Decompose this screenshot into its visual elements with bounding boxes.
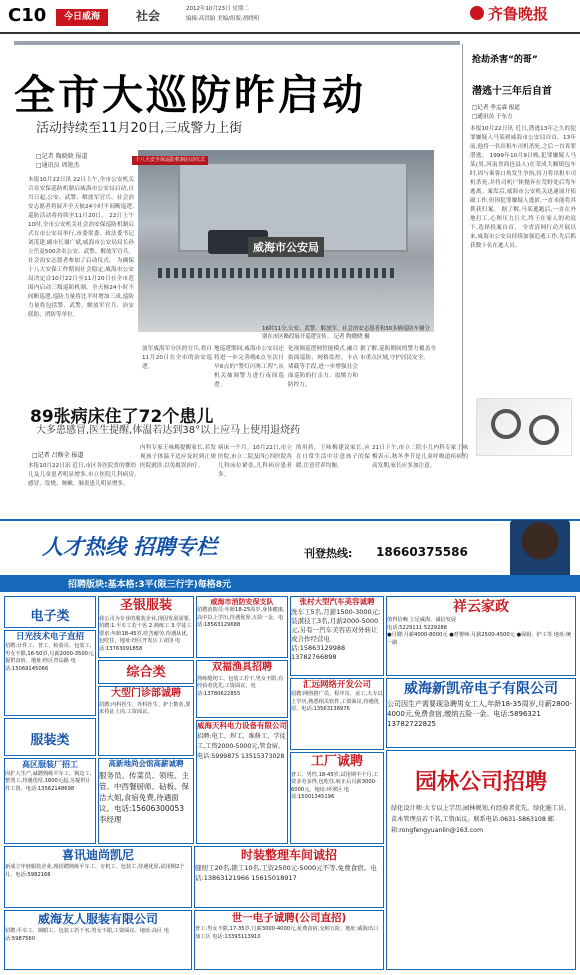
ad-title: 张村大型汽车美容诚聘	[299, 597, 375, 606]
ad-text: 绿化设计师:大专以上学历,园林规划,有经验者优先。绿化施工员、苗木管理员若干名,工资面议。联系电话:0631-5863108 邮箱:rongfengyuanlin@163.com	[391, 804, 571, 834]
ad-box[interactable]	[290, 596, 384, 676]
main-subheadline: 活动持续至11月20日,三成警力上街	[36, 121, 243, 136]
ad-title: 服装类	[30, 733, 70, 748]
ad-title: 高区服装厂招工	[22, 760, 78, 769]
ad-text: 招聘:电工、焊工、维修工、学徒工,工资2000-5000元,管食宿。电话:5999875 13515373028	[197, 732, 286, 760]
ad-text: 招聘:平车工、锁眼工、包装工若干名,男女不限,工资面议。地址:高区 电话:5987560	[5, 928, 170, 942]
ad-box[interactable]	[196, 720, 288, 844]
editor-credits: 编辑:高洪胎 美编/组版:胡晓明	[186, 16, 260, 22]
ceremony-banner: 十八大安全保巡防机制启动仪式	[132, 156, 208, 165]
main-headline[interactable]: 全市大巡防昨启动	[14, 71, 366, 119]
ad-category	[98, 660, 194, 684]
right-body: 本报10月22日讯 近日,潜逃13年之久的犯罪嫌疑人马某到威海市公安局自首。13年前,他将一名出租车司机杀死,之后一直畏罪潜逃。 1999年10月9日晚,犯罪嫌疑人马某(男,河南省商邑县人)在荣成大疃镇包车时,因与乘客口角发生争执,持刀将出租车司机杀死,并将司机尸体抛弃在荒野处后驾车逃离。案发后,威海市公安机关迅速展开侦破工作,但因犯罪嫌疑人逃匿,一直未能将其抓获归案。 据了解,马某逃跑后,一直在外地打工,心理压力巨大,终于在家人的劝说下,选择投案自首。 全省清网行动开展以来,威海市公安局持续加强追逃工作,先后抓获数十名在逃人员。	[470, 126, 576, 249]
issue-date: 2012年10月23日 星期二	[186, 6, 249, 12]
story2-body-col3: 病床一个月。10月22日,市立医院,市立二院及四○四医院各儿科床位紧张,儿科病房患者多。	[218, 445, 292, 478]
pricing-text: 招聘版块:基本格:3平(限三行字)每格8元	[68, 580, 231, 590]
ad-title: 高新地尚会馆高薪诚聘	[108, 759, 184, 768]
story2-body-col1: 本报10月22日讯 近日,市区各医院普的婴幼儿及儿童患者明显增多,市立医院儿科病房,感冒、发烧、咳嗽、肺炎患儿明显增多。	[28, 463, 136, 487]
hotline-phone[interactable]: 18660375586	[376, 545, 468, 559]
photo-caption: 16时11分,公安、武警、解放军、社会治安志愿者和30多辆巡防车辆分别在市区路段展开巡逻宣传。 记者 陶晓晓 摄	[262, 326, 430, 340]
ad-category	[4, 596, 96, 628]
section-divider	[0, 519, 580, 521]
ad-text: 普工、男性,18-45岁,试用期半个月,工资多劳多得,包吃住,转正后月薪3000-6000元。地址:环翠区 电话:15001345196	[291, 771, 379, 801]
ad-title: 喜讯迪尚凯尼	[61, 848, 134, 862]
ad-title: 威海新凯帝电子有限公司	[404, 681, 558, 697]
ad-title: 祥云家政	[453, 599, 509, 615]
story2-body-col2: 内科专家王咏梅提醒家长,若发现孩子体温不适应及时到正规医院就诊,以免耽误治疗。	[140, 445, 216, 469]
ad-title: 大型门诊部诚聘	[111, 688, 181, 699]
main-body-col2: 放军威海军分区的官兵,将自11月20日在全市的治安巡逻。	[142, 346, 212, 370]
ad-text: 招聘:网络推广员、程序员、美工,大专以上学历,熟悉相关软件,工资面议,待遇优厚。电话:13563138976	[291, 691, 383, 713]
section-rule	[14, 41, 460, 45]
right-byline: □记者 李孟霖 报道 □通讯员 于东方	[472, 105, 520, 120]
section-tag: 今日威海	[56, 9, 108, 26]
main-body-col3: 地巡逻期间,威海市公安局还将进一步完善晚6点至次日早6点的“警灯闪烁工程”,从机关抽调警力进行夜间巡逻。	[214, 346, 284, 388]
ad-box[interactable]	[4, 630, 96, 716]
ad-title: 综合类	[126, 665, 166, 680]
ad-title: 工厂诚聘	[310, 754, 363, 769]
hotline-label: 刊登热线:	[304, 547, 353, 560]
main-body-col4: 化视频巡逻网智能模式,融合街面巡防、网格监控、卡点堵截等手段,进一步增强社会面巡防的打击力、震慑力和防控力。	[288, 346, 358, 388]
ad-text: 我公司为专业的服装企业,现因发展需要,招聘:1.平车工若干名 2.熟练工 3.学徒工 要求:年龄18-45岁,吃苦耐劳,待遇从优,包吃住。地址:经区开发区工业园 电话:13763091858	[99, 615, 192, 652]
ad-box[interactable]	[98, 758, 194, 844]
ad-box[interactable]	[98, 686, 194, 756]
cuff-ring-icon	[529, 415, 559, 445]
ad-title: 威海天科电力设备有限公司	[197, 721, 287, 730]
ad-title: 世一电子诚聘(公司直招)	[231, 912, 347, 924]
main-byline: □记者 陶晓晓 报道 □通讯员 周艳杰	[36, 153, 88, 169]
handcuffs-image	[476, 398, 572, 456]
page-number: C10	[8, 5, 47, 26]
ad-text: 熟练缝纫工、包装工若干,男女不限,有经验者优先,工资面议。电话:13780622855	[197, 675, 284, 697]
ad-text: 因扩大生产,诚聘熟练平车工、锁边工、整烫工,待遇优厚,1800元起,另提供计件工资。电话:13562148698	[5, 770, 95, 792]
ad-title: 圣银服装	[119, 598, 172, 613]
column-name: 社会	[136, 9, 161, 23]
ad-title: 日光技术电子直招	[15, 632, 84, 642]
ad-text: 洗车工5名,月薪1500-3000元;装潢技工3名,月薪2000-5000元,另有一汽车美容店对外转让或合作经营电话:15863129988 13782766898	[291, 607, 381, 661]
newspaper-logo-icon	[470, 6, 484, 20]
ad-title: 园林公司招聘	[414, 770, 547, 795]
ad-box[interactable]	[290, 752, 384, 844]
ad-box[interactable]	[196, 660, 288, 718]
main-body-col1: 本报10月22日讯 22日上午,全市公安机关合首安保巡防机制启威海市公安局启动,自当日起,公安、武警、解放军官兵、社会治安志愿者将展开全天候24小时不间断巡逻,巡防活动将持续至11月20日。 22日上午10时,全市公安机关社会治安保巡防机制启式在市公安局举行,市委常委、政法委书记刘茂建,副市长谢广斌,威海市公安局局长孙立岳及500余名公安、武警、解放军官兵、社会治安志愿者参加了启动仪式。 为确保十八大安保工作期间社会稳定,威海市公安局决定自10月22日至11月20日在全市范围内启动三级巡防机制。全天候24小时不间断巡逻,巡防力量将比平时增加三成,巡防力量将包括警、武警、解放军官兵、治安联防、消防等单位。	[28, 177, 134, 318]
ad-box[interactable]	[4, 758, 96, 844]
ad-title: 电子类	[30, 609, 70, 624]
newspaper-logo: 齐鲁晚报	[488, 5, 549, 23]
building-sign: 威海市公安局	[248, 237, 324, 257]
ad-text: 新成立年轻服装企业,现招聘熟练平车工、专机工、包装工,待遇优厚,试用期2个月。电话:5982168	[5, 864, 185, 878]
ad-title: 汇远网络开发公司	[302, 680, 371, 690]
right-kicker: 抢劫杀害“的哥”	[472, 55, 538, 65]
ad-box[interactable]	[386, 596, 576, 676]
ad-text: 普工:男女不限,17-35岁,月薪3000-4000元,免费食宿,交纳五险。地址:威海出口加工区 电话:13393113910	[195, 926, 379, 940]
ad-box[interactable]	[4, 910, 192, 970]
ad-box[interactable]	[196, 596, 288, 658]
ad-title: 时装整理车间诚招	[240, 848, 337, 862]
ad-box[interactable]	[386, 678, 576, 748]
ad-text: 招聘:内科医生、外科医生、护士数名,要求持证上岗,工资面议。	[99, 701, 191, 715]
story2-body-col4: 的用药。王咏梅建议家长,应在日常生活中注意孩子的保暖,注意营养均衡。	[296, 445, 370, 469]
story2-byline: □记者 吕修全 报道	[32, 452, 84, 459]
story2-subheadline: 大多患感冒,医生提醒,体温若达到38°以上应马上使用退烧药	[36, 425, 301, 436]
ad-text: 招聘:计件工、普工、检验员、包装工,男女不限,16-50岁,月薪2000-3500元,提供食宿。地址:经区青岛路 电话:15069145066	[5, 643, 95, 672]
ad-title: 双福渔具招聘	[212, 662, 272, 673]
ad-box[interactable]	[4, 846, 192, 908]
ad-box[interactable]	[194, 910, 384, 970]
right-headline[interactable]: 潜逃十三年后自首	[472, 86, 552, 97]
ad-category	[4, 718, 96, 756]
ad-title: 威海友人服装有限公司	[37, 912, 158, 926]
ad-text: 值得信赖 立足威海、诚信发展 电话:5229111 5229288 ●月嫂:月薪4000-8000元 ●育婴师:月薪2500-4500元 ●保姆、护工等 地址:统一路	[387, 617, 572, 646]
ad-text: 服务员、传菜员、领班、主管、中西餐厨师、砧板、保洁大姐,食宿免费,待遇面议。电话:15606300053 李经理	[99, 770, 189, 824]
ad-box[interactable]	[386, 750, 576, 970]
cuff-ring-icon	[491, 409, 521, 439]
ad-box[interactable]	[194, 846, 384, 908]
ad-text: 缝纫工20名,锁工10名,工资2500元-5000元不等,免费食宿。电话:13863121966 15615018917	[195, 864, 377, 882]
recruit-title: 人才热线 招聘专栏	[42, 535, 218, 559]
officer-rows	[158, 268, 398, 278]
ad-text: 公司因生产需要现急聘男女工人,年龄18-35周岁,月薪2800-4000元,免费食宿,缴纳五险一金。电话:5896321 13782722825	[387, 700, 573, 729]
story2-headline[interactable]: 89张病床住了72个患儿	[30, 407, 214, 427]
main-body-col5: 据了解,巡防期间的警力覆盖全市重点区域,守护居民安全。	[360, 346, 436, 361]
ad-title: 威海市消防安保支队	[210, 598, 274, 606]
ad-text: 招聘消防员:年龄18-25周岁,身体健康,高中以上学历,待遇优厚,五险一金。电话:18563129688	[197, 607, 285, 629]
ad-box[interactable]	[290, 678, 384, 750]
story2-body-col5: 21日下午,市立二院小儿内科专家王咏梅表示,秋冬季节是儿童呼吸道疾病的高发期,家长应多加注意。	[372, 445, 468, 469]
ad-box[interactable]	[98, 596, 194, 658]
